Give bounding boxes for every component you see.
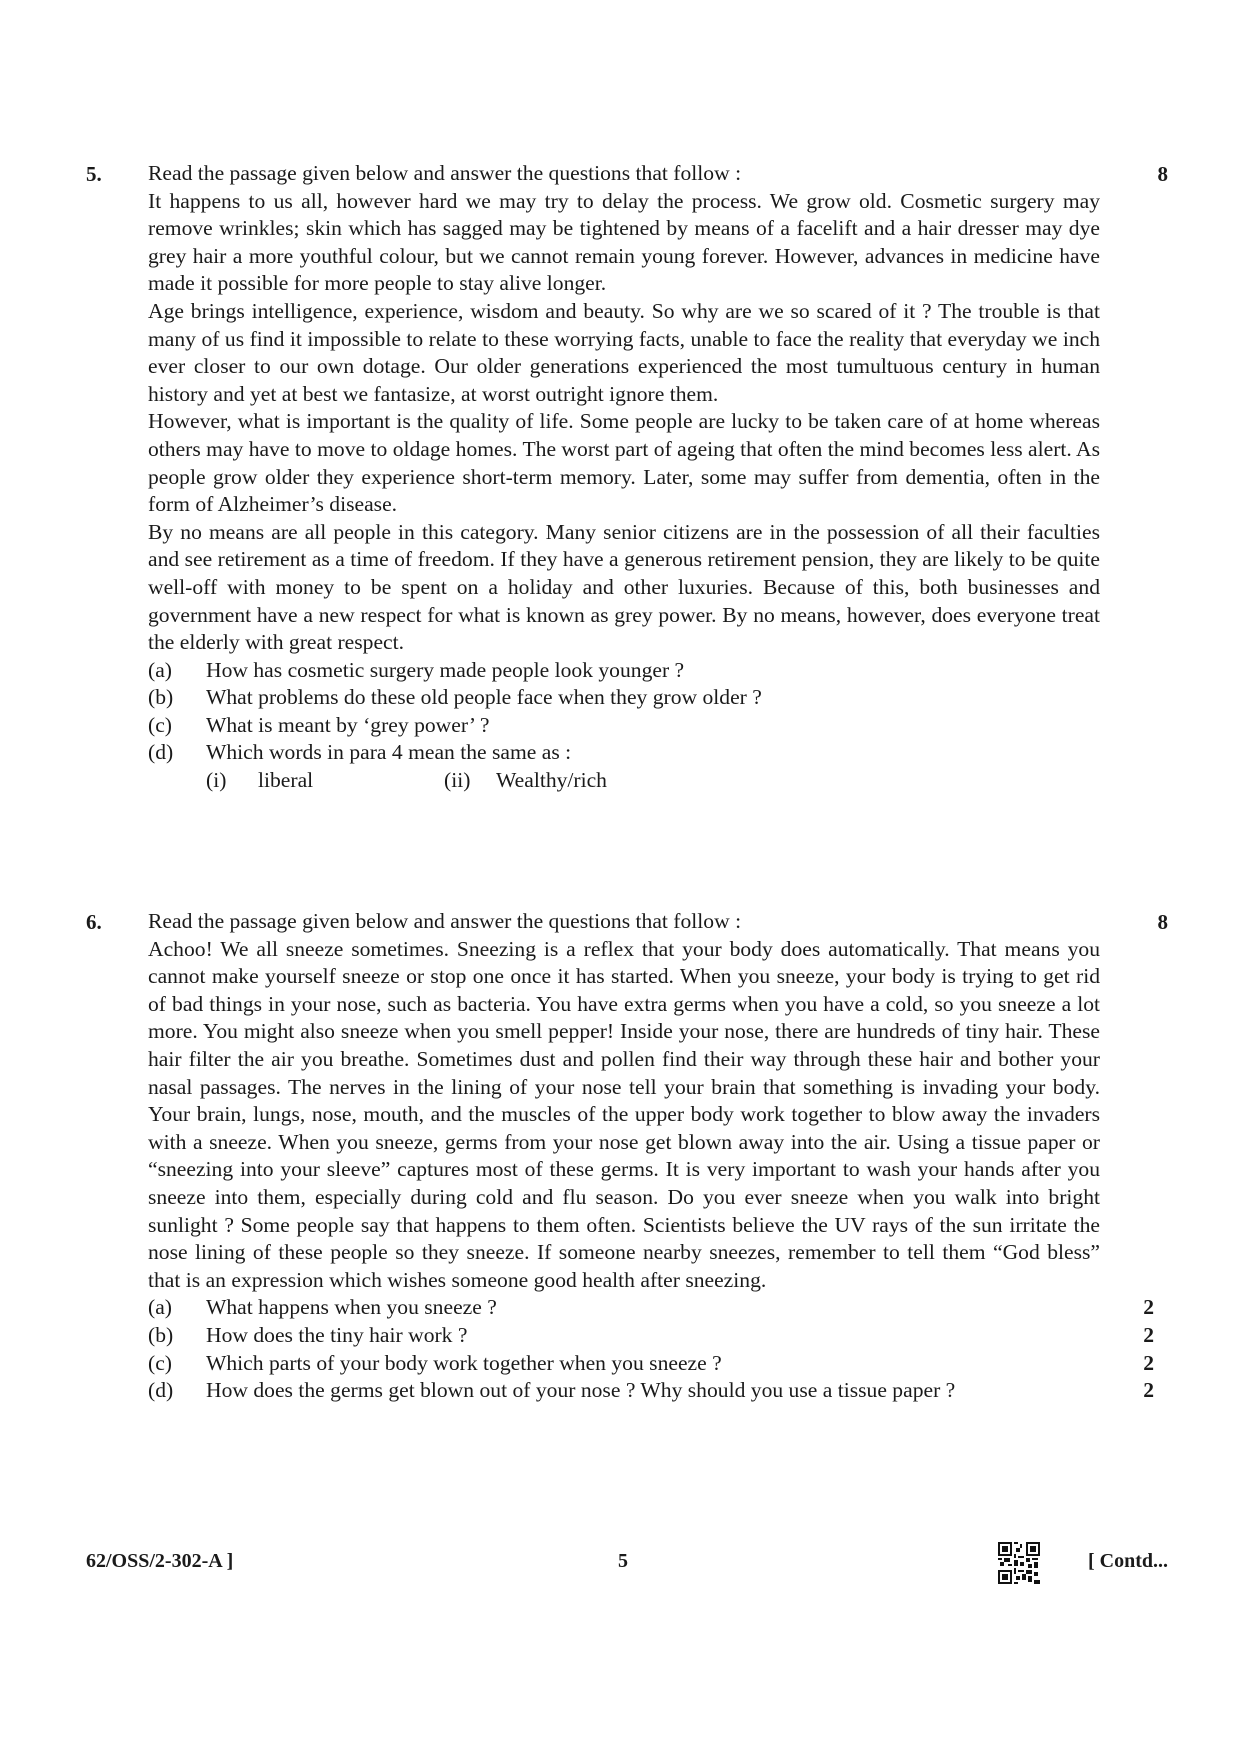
question-body [148, 160, 1100, 795]
paper-code: 62/OSS/2-302-A ] [86, 1550, 234, 1572]
qr-code-icon [998, 1542, 1040, 1584]
subquestion-text: What problems do these old people face when they grow older ? [206, 685, 762, 710]
option-i [206, 767, 444, 795]
question-marks: 8 [1157, 910, 1168, 934]
subquestion-a [148, 1294, 1154, 1322]
subquestion-d [148, 1377, 1154, 1405]
question-5 [86, 160, 1168, 795]
continued-label: [ Contd... [1087, 1550, 1168, 1572]
question-body [148, 908, 1154, 1405]
subquestion-label: (c) [148, 1350, 172, 1375]
option-ii [444, 767, 607, 795]
passage-paragraph-4: By no means are all people in this category. Many senior citizens are in the possession of all their faculties and see retirement as a time of freedom. If they have a generous retirement pension, they are likely to be quite well-off with money to be spent on a holiday and other luxuries. Because of this, both businesses and government have a new respect for what is known as grey power. By no means, however, does everyone treat the elderly with great respect. [148, 519, 1100, 655]
subquestion-c [148, 712, 1100, 740]
subquestion-b [148, 684, 1100, 712]
subquestion-text: Which parts of your body work together when you sneeze ? [206, 1350, 722, 1375]
page-number: 5 [618, 1550, 628, 1572]
subquestion-marks: 2 [1143, 1350, 1154, 1375]
question-6 [86, 908, 1168, 1405]
subquestion-marks: 2 [1143, 1295, 1154, 1320]
option-label: (i) [206, 768, 227, 793]
subquestion-label: (a) [148, 1295, 172, 1320]
subquestion-c [148, 1350, 1154, 1378]
option-text: Wealthy/rich [496, 768, 607, 793]
subquestion-label: (d) [148, 740, 174, 765]
subquestion-text: How does the tiny hair work ? [206, 1322, 468, 1347]
subquestion-marks: 2 [1143, 1322, 1154, 1347]
passage-paragraph: Achoo! We all sneeze sometimes. Sneezing is a reflex that your body does automatically. That means you cannot make yourself sneeze or stop one once it has started. When you sneeze, your body is trying to get rid of bad things in your nose, such as bacteria. You have extra germs when you have a cold, so you sneeze a lot more. You might also sneeze when you smell pepper! Inside your nose, there are hundreds of tiny hair. These hair filter the air you breathe. Sometimes dust and pollen find their way through these hair and bother your nasal passages. The nerves in the lining of your nose tell your brain that something is invading your body. Your brain, lungs, nose, mouth, and the muscles of the upper body work together to blow away the invaders with a sneeze. When you sneeze, germs from your nose get blown away into the air. Using a tissue paper or “sneezing into your sleeve” captures most of these germs. It is very important to wash your hands after you sneeze into them, especially during cold and flu season. Do you ever sneeze when you walk into bright sunlight ? Some people say that happens to them often. Scientists believe the UV rays of the sun irritate the nose lining of these people so they sneeze. If someone nearby sneezes, remember to tell them “God bless” that is an expression which wishes someone good health after sneezing. [148, 936, 1100, 1292]
passage-paragraph-2: Age brings intelligence, experience, wisdom and beauty. So why are we so scared of it ? The trouble is that many of us find it impossible to relate to these worrying facts, unable to face the reality that everyday we inch ever closer to our own dotage. Our older generations experienced the most tumultuous century in human history and yet at best we fantasize, at worst outright ignore them. [148, 298, 1100, 406]
question-number: 5. [86, 162, 102, 186]
page-footer [86, 1542, 1168, 1582]
instruction: Read the passage given below and answer the questions that follow : [148, 161, 742, 185]
subquestion-label: (a) [148, 657, 172, 682]
subquestion-a [148, 657, 1100, 685]
subquestion-d [148, 739, 1100, 767]
subquestion-text: How does the germs get blown out of your nose ? Why should you use a tissue paper ? [206, 1378, 956, 1403]
passage-paragraph-3: However, what is important is the quality of life. Some people are lucky to be taken care of at home whereas others may have to move to oldage homes. The worst part of ageing that often the mind becomes less alert. As people grow older they experience short-term memory. Later, some may suffer from dementia, often in the form of Alzheimer’s disease. [148, 409, 1100, 517]
subquestion-text: What is meant by ‘grey power’ ? [206, 712, 490, 737]
subquestion-b [148, 1322, 1154, 1350]
question-marks: 8 [1157, 162, 1168, 186]
subquestion-text: Which words in para 4 mean the same as : [206, 740, 572, 765]
subquestion-marks: 2 [1143, 1378, 1154, 1403]
subquestion-label: (d) [148, 1378, 174, 1403]
subquestion-label: (b) [148, 1322, 174, 1347]
option-text: liberal [258, 768, 314, 793]
option-label: (ii) [444, 768, 471, 793]
passage-paragraph-1: It happens to us all, however hard we may try to delay the process. We grow old. Cosmetic surgery may remove wrinkles; skin which has sagged may be tightened by means of a facelift and a hair dresser may dye grey hair a more youthful colour, but we cannot remain young forever. However, advances in medicine have made it possible for more people to stay alive longer. [148, 188, 1100, 296]
word-options [148, 767, 1100, 795]
question-number: 6. [86, 910, 102, 934]
instruction: Read the passage given below and answer the questions that follow : [148, 909, 742, 933]
subquestion-text: What happens when you sneeze ? [206, 1295, 497, 1320]
subquestion-label: (b) [148, 685, 174, 710]
subquestion-text: How has cosmetic surgery made people look younger ? [206, 657, 685, 682]
subquestion-label: (c) [148, 712, 172, 737]
